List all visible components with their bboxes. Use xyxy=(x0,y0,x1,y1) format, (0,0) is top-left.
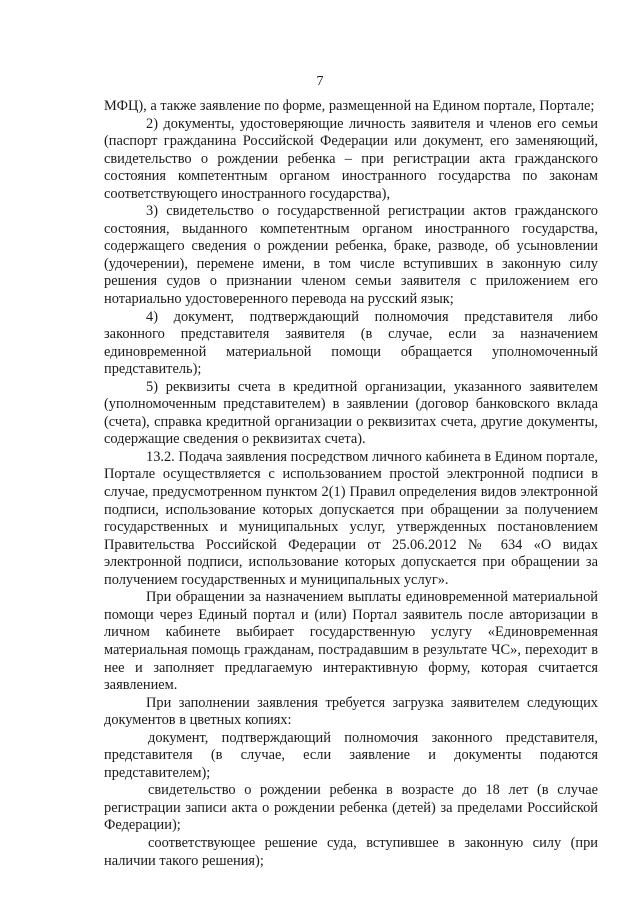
upload-item-representative-document: документ, подтверждающий полномочия законного представителя, представителя (в случае, если заявление и документы подаются представителем); xyxy=(104,729,598,781)
upload-item-court-decision: соответствующее решение суда, вступившее в законную силу (при наличии такого решения); xyxy=(104,834,598,869)
list-item-3-civil-status-certificate: 3) свидетельство о государственной регистрации актов гражданского состояния, выданного компетентным органом иностранного государства, содержащего сведения о рождении ребенка, браке, разводе, об усыновлении (удочерении), перемене имени, в том числе вступивших в законную силу решения судов о признании членом семьи заявителя с приложением его нотариально удостоверенного перевода на русский язык; xyxy=(104,203,598,308)
list-item-4-representative-authority: 4) документ, подтверждающий полномочия представителя либо законного представителя заявителя (в случае, если за назначением единовременной материальной помощи обращается уполномоченный представитель); xyxy=(104,308,598,378)
list-item-2-identity-documents: 2) документы, удостоверяющие личность заявителя и членов его семьи (паспорт гражданина Российской Федерации или документ, его заменяющий, свидетельство о рождении ребенка – при регистрации акта гражданского состояния компетентным органом иностранного государства по законам соответствующего иностранного государства), xyxy=(104,115,598,202)
document-body xyxy=(104,98,598,870)
page-number: 7 xyxy=(316,74,324,89)
section-13-2-paragraph: 13.2. Подача заявления посредством личного кабинета в Едином портале, Портале осуществляется с использованием простой электронной подписи в случае, предусмотренном пунктом 2(1) Правил определения видов электронной подписи, использование которых допускается при обращении за получением государственных и муниципальных услуг, утвержденных постановлением Правительства Российской Федерации от 25.06.2012 № 634 «О видах электронной подписи, использование которых допускается при обращении за получением государственных и муниципальных услуг». xyxy=(104,448,598,588)
paragraph-continuation: МФЦ), а также заявление по форме, размещенной на Едином портале, Портале; xyxy=(104,98,595,114)
portal-application-paragraph: При обращении за назначением выплаты единовременной материальной помощи через Единый портал и (или) Портал заявитель после авторизации в личном кабинете выбирает государственную услугу «Единовременная материальная помощь гражданам, пострадавшим в результате ЧС», переходит в нее и заполняет предлагаемую интерактивную форму, которая считается заявлением. xyxy=(104,589,598,694)
upload-requirements-paragraph: При заполнении заявления требуется загрузка заявителем следующих документов в цветных копиях: xyxy=(104,694,598,729)
list-item-5-bank-account-details: 5) реквизиты счета в кредитной организации, указанного заявителем (уполномоченным представителем) в заявлении (договор банковского вклада (счета), справка кредитной организации о реквизитах счета, другие документы, содержащие сведения о реквизитах счета). xyxy=(104,378,598,448)
upload-item-birth-certificate: свидетельство о рождении ребенка в возрасте до 18 лет (в случае регистрации записи акта о рождении ребенка (детей) за пределами Российской Федерации); xyxy=(104,782,598,834)
